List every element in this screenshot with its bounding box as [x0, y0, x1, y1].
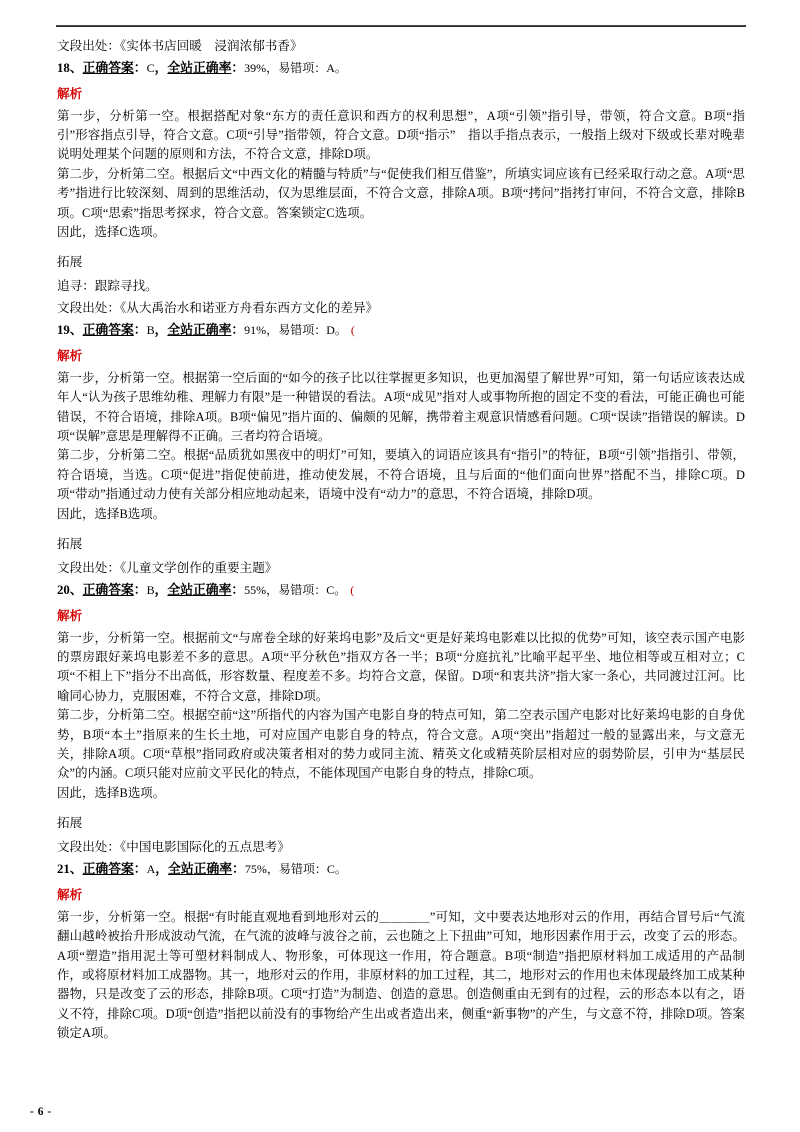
sep: ，: [154, 61, 168, 75]
red-annotation-mark: [347, 862, 351, 876]
sep: ，: [266, 583, 279, 598]
sep: ：: [231, 583, 245, 598]
red-annotation-mark: [347, 61, 351, 75]
analysis-heading: 解析: [57, 608, 83, 623]
source-line: [57, 557, 745, 579]
source-prefix: 文段出处：: [57, 561, 120, 576]
label-common-error: 易错项: [278, 862, 315, 877]
accuracy-rate-value: 75%: [244, 862, 267, 877]
sep: ：: [314, 323, 327, 338]
sep: ：: [314, 61, 327, 75]
page-number: - 6 -: [30, 1106, 52, 1118]
answer-line-20: [57, 579, 745, 602]
answer-value: C: [146, 61, 155, 75]
common-error-value: A。: [326, 61, 347, 75]
sep: ：: [231, 61, 245, 75]
source-line: [57, 836, 745, 858]
sep: ：: [314, 862, 327, 877]
answer-line-19: [57, 319, 745, 342]
analysis-heading: 解析: [57, 348, 83, 363]
analysis-paragraph: 第一步，分析第一空。根据第一空后面的“如今的孩子比以往掌握更多知识，也更加渴望了解世界”可知，第一句话应该表达成年人“认为孩子思维幼稚、理解力有限”是一种错误的看法。A项“成见”指对人或事物所抱的固定不变的看法，可能正确也可能错误，不符合语境，排除A项。B项“偏见”指片面的、偏颇的见解，携带着主观意识情感看问题。C项“误读”指错误的解读。D项“误解”意思是理解得不正确。三者均符合语境。: [57, 370, 745, 444]
analysis-paragraph: 第二步，分析第二空。根据“品质犹如黑夜中的明灯”可知，要填入的词语应该具有“指引”的特征，B项“引领”指指引、带领，符合语境，当选。C项“促进”指促使前进，推动使发展，不符合语境，且与后面的“他们面向世界”搭配不当，排除C项。D项“带动”指通过动力使有关部分相应地动起来，语境中没有“动力”的意思，不符合语境，排除D项。: [57, 448, 745, 502]
question-number: 21、: [57, 862, 83, 877]
answer-line-18: [57, 57, 745, 80]
page-content: [57, 0, 745, 1044]
question-number: 19、: [57, 323, 83, 338]
analysis-paragraph: 第二步，分析第二空。根据后文“中西文化的精髓与特质”与“促使我们相互借鉴”，所填实词应该有已经采取行动之意。A项“思考”指进行比较深刻、周到的思维活动，仅为思维层面，不符合文意，排除A项。B项“拷问”指拷打审问，不符合文意，排除B项。C项“思索”指思考探求，符合文意。答案锁定C选项。: [57, 166, 745, 220]
source-title: 《中国电影国际化的五点思考》: [119, 840, 290, 855]
extension-line: 追寻：跟踪寻找。: [57, 279, 158, 294]
label-common-error: 易错项: [278, 583, 315, 598]
sep: ，: [155, 862, 169, 877]
label-accuracy-rate: 全站正确率: [167, 61, 232, 75]
header-divider: [56, 25, 746, 27]
extension-heading: 拓展: [57, 255, 83, 270]
label-common-error: 易错项: [278, 61, 315, 75]
answer-line-21: [57, 858, 745, 881]
label-correct-answer: 正确答案: [82, 862, 134, 877]
sep: ：: [133, 323, 147, 338]
analysis-paragraph: 第一步，分析第一空。根据“有时能直观地看到地形对云的＿＿＿＿”可知，文中要表达地形对云的作用，再结合冒号后“气流翻山越岭被抬升形成波动气流，在气流的波峰与波谷之前，云也随之上下扭曲”可知，地形因素作用于云，改变了云的形态。A项“塑造”指用泥土等可塑材料制成人、物形象，可体现这一作用，符合题意。B项“制造”指把原材料加工成适用的产品制作，或将原材料加工成器物。其一，地形对云的作用，非原材料的加工过程，其二，地形对云的作用也未体现最终加工成某种器物，只是改变了云的形态，排除B项。C项“打造”为制造、创造的意思。创造侧重由无到有的过程，云的形态本以有之，语义不符，排除C项。D项“创造”指把以前没有的事物给产生出或者造出来，侧重“新事物”的产生，与文意不符，排除D项。答案锁定A项。: [57, 909, 745, 1041]
accuracy-rate-value: 91%: [244, 323, 267, 338]
extension-heading: 拓展: [57, 537, 83, 552]
analysis-paragraph: 第一步，分析第一空。根据前文“与席卷全球的好莱坞电影”及后文“更是好莱坞电影难以比拟的优势”可知，该空表示国产电影的票房跟好莱坞电影差不多的意思。A项“平分秋色”指双方各一半；B项“分庭抗礼”比喻平起平坐、地位相等或互相对立；C项“不相上下”指分不出高低，形容数量、程度差不多。均符合文意，保留。D项“和衷共济”指大家一条心，共同渡过江河。比喻同心协力，克服困难，不符合文意，排除D项。: [57, 630, 745, 703]
source-title: 《儿童文学创作的重要主题》: [119, 561, 278, 576]
sep: ，: [266, 862, 279, 877]
sep: ：: [133, 583, 147, 598]
analysis-paragraph: 第一步，分析第一空。根据搭配对象“东方的责任意识和西方的权利思想”，A项“引领”指引导，带领，符合文意。B项“指引”形容指点引导，符合文意。C项“引导”指带领，符合文意。D项“指示” 指以手指点表示，一般指上级对下级或长辈对晚辈说明处理某个问题的原则和方法，不符合文意，排除D项。: [57, 108, 745, 162]
analysis-paragraph: 因此，选择B选项。: [57, 506, 166, 521]
label-accuracy-rate: 全站正确率: [167, 323, 232, 338]
label-correct-answer: 正确答案: [82, 583, 134, 598]
analysis-paragraph: 第二步，分析第二空。根据空前“这”所指代的内容为国产电影自身的特点可知，第二空表示国产电影对比好莱坞电影的自身优势，B项“本土”指原来的生长土地，可对应国产电影自身的特点，符合文意。A项“突出”指超过一般的显露出来，与文意无关，排除A项。C项“草根”指同政府或决策者相对的势力或同主流、精英文化或精英阶层相对应的弱势阶层，引申为“基层民众”的内涵。C项只能对应前文平民化的特点，不能体现国产电影自身的特点，排除C项。: [57, 708, 745, 781]
sep: ，: [154, 323, 168, 338]
question-number: 20、: [57, 583, 83, 598]
accuracy-rate-value: 39%: [244, 61, 267, 75]
analysis-heading: 解析: [57, 86, 83, 101]
common-error-value: D。: [326, 323, 347, 338]
red-annotation-mark: (: [350, 323, 355, 338]
source-title: 《从大禹治水和诺亚方舟看东西方文化的差异》: [119, 301, 379, 316]
common-error-value: C。: [326, 583, 347, 598]
analysis-heading: 解析: [57, 887, 83, 902]
source-title: 《实体书店回暖 浸润浓郁书香》: [119, 39, 303, 53]
sep: ：: [314, 583, 327, 598]
label-common-error: 易错项: [278, 323, 315, 338]
analysis-paragraph: 因此，选择B选项。: [57, 785, 166, 800]
accuracy-rate-value: 55%: [244, 583, 267, 598]
sep: ：: [133, 862, 147, 877]
sep: ：: [133, 61, 147, 75]
red-annotation-mark: (: [350, 583, 355, 598]
answer-value: A: [146, 862, 156, 877]
label-correct-answer: 正确答案: [82, 323, 134, 338]
analysis-paragraph: 因此，选择C选项。: [57, 224, 166, 239]
label-accuracy-rate: 全站正确率: [168, 862, 233, 877]
answer-value: B: [146, 583, 155, 598]
sep: ，: [266, 61, 279, 75]
question-number: 18、: [57, 61, 83, 75]
source-line: [57, 297, 745, 319]
answer-value: B: [146, 323, 155, 338]
source-prefix: 文段出处：: [57, 840, 120, 855]
source-line: [57, 35, 745, 57]
label-accuracy-rate: 全站正确率: [167, 583, 232, 598]
label-correct-answer: 正确答案: [82, 61, 134, 75]
sep: ，: [154, 583, 168, 598]
common-error-value: C。: [326, 862, 347, 877]
source-prefix: 文段出处：: [57, 39, 120, 53]
sep: ：: [231, 323, 245, 338]
sep: ：: [232, 862, 245, 877]
source-prefix: 文段出处：: [57, 301, 120, 316]
extension-heading: 拓展: [57, 816, 83, 831]
sep: ，: [266, 323, 279, 338]
